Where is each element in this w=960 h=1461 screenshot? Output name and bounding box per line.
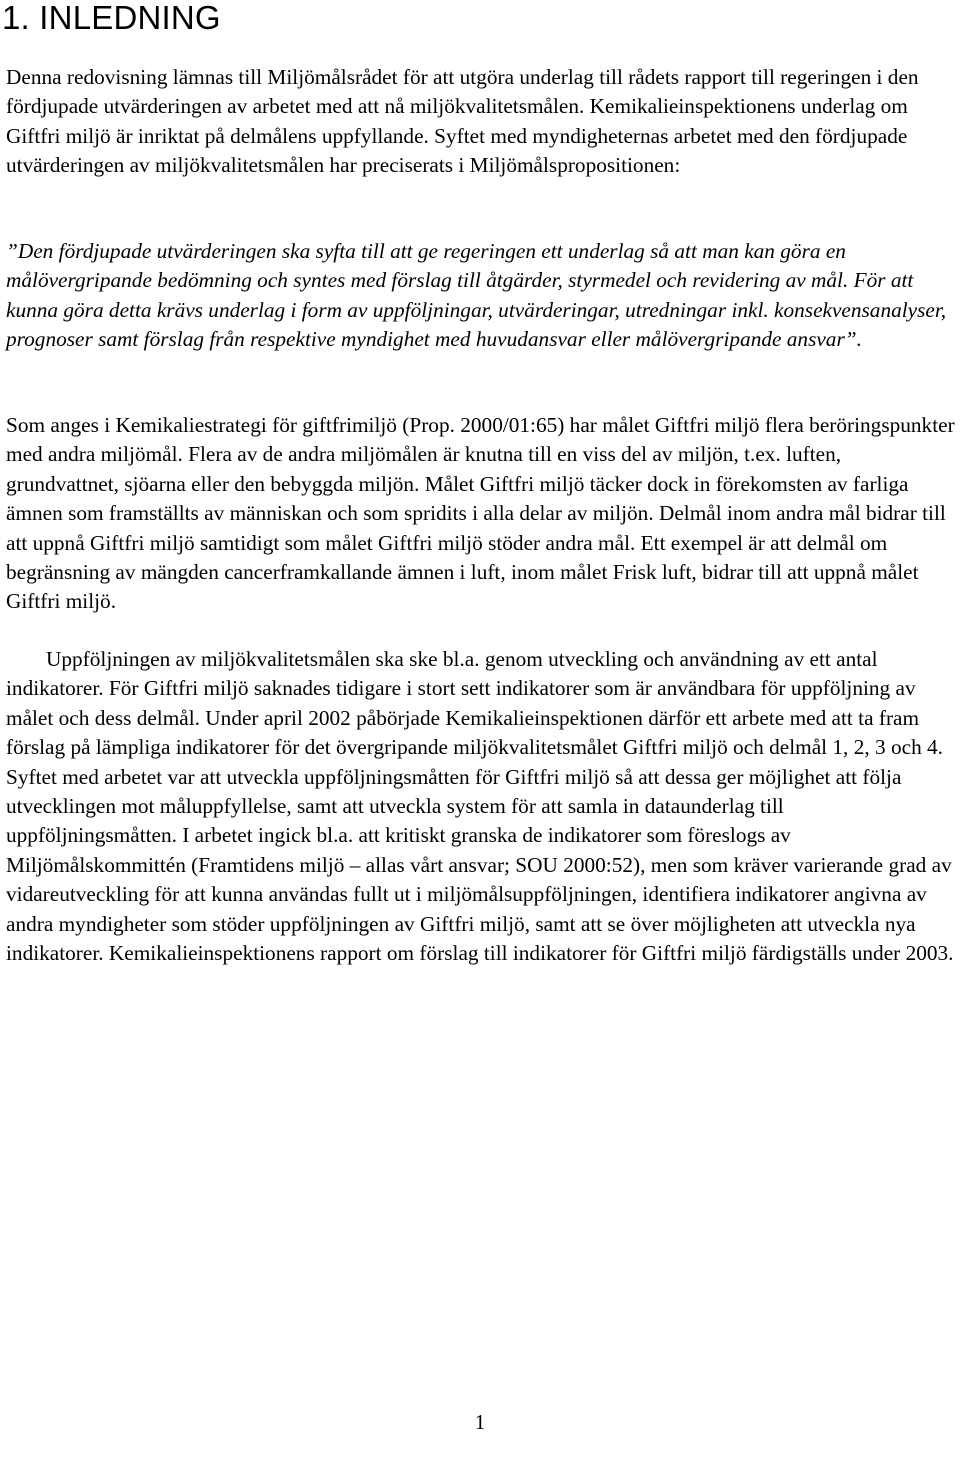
section-heading: 1. INLEDNING — [2, 0, 221, 36]
quote-paragraph: ”Den fördjupade utvärderingen ska syfta till att ge regeringen ett underlag så att man kan göra en målövergripande bedömning och syntes med förslag till åtgärder, styrmedel och revidering av mål. För att kunna göra detta krävs underlag i form av uppföljningar, utvärderingar, utredningar inkl. konsekvensanalyser, prognoser samt förslag från respektive myndighet med huvudansvar eller målövergripande ansvar”. — [6, 239, 947, 352]
indicators-paragraph: Uppföljningen av miljökvalitetsmålen ska ske bl.a. genom utveckling och användning av ett antal indikatorer. För Giftfri miljö saknades tidigare i stort sett indikatorer som är användbara för uppföljning av målet och dess delmål. Under april 2002 påbörjade Kemikalieinspektionen därför ett arbete med att ta fram förslag på lämpliga indikatorer för det övergripande miljökvalitetsmålet Giftfri miljö och delmål 1, 2, 3 och 4. Syftet med arbetet var att utveckla uppföljningsmåtten för Giftfri miljö så att dessa ger möjlighet att följa utvecklingen mot måluppfyllelse, samt att utveckla system för att samla in dataunderlag till uppföljningsmåtten. I arbetet ingick bl.a. att kritiskt granska de indikatorer som föreslogs av Miljömålskommittén (Framtidens miljö – allas vårt ansvar; SOU 2000:52), men som kräver varierande grad av vidareutveckling för att kunna användas fullt ut i miljömålsuppföljningen, identifiera indikatorer angivna av andra myndigheter som stöder uppföljningen av Giftfri miljö, samt att se över möjligheten att utveckla nya indikatorer. Kemikalieinspektionens rapport om förslag till indikatorer för Giftfri miljö färdigställs under 2003. — [6, 647, 954, 966]
intro-paragraph: Denna redovisning lämnas till Miljömålsrådet för att utgöra underlag till rådets rapport till regeringen i den fördjupade utvärderingen av arbetet med att nå miljökvalitetsmålen. Kemikalieinspektionens underlag om Giftfri miljö är inriktat på delmålens uppfyllande. Syftet med myndigheternas arbetet med den fördjupade utvärderingen av miljökvalitetsmålen har preciserats i Miljömålspropositionen: — [6, 65, 919, 178]
strategy-paragraph: Som anges i Kemikaliestrategi för giftfrimiljö (Prop. 2000/01:65) har målet Giftfri miljö flera beröringspunkter med andra miljömål. Flera av de andra miljömålen är knutna till en viss del av miljön, t.ex. luften, grundvattnet, sjöarna eller den bebyggda miljön. Målet Giftfri miljö täcker dock in förekomsten av farliga ämnen som framställts av människan och som spridits i alla delar av miljön. Delmål inom andra mål bidrar till att uppnå Giftfri miljö samtidigt som målet Giftfri miljö stöder andra mål. Ett exempel är att delmål om begränsning av mängden cancerframkallande ämnen i luft, inom målet Frisk luft, bidrar till att uppnå målet Giftfri miljö. — [6, 413, 955, 614]
page-number: 1 — [474, 1410, 486, 1434]
